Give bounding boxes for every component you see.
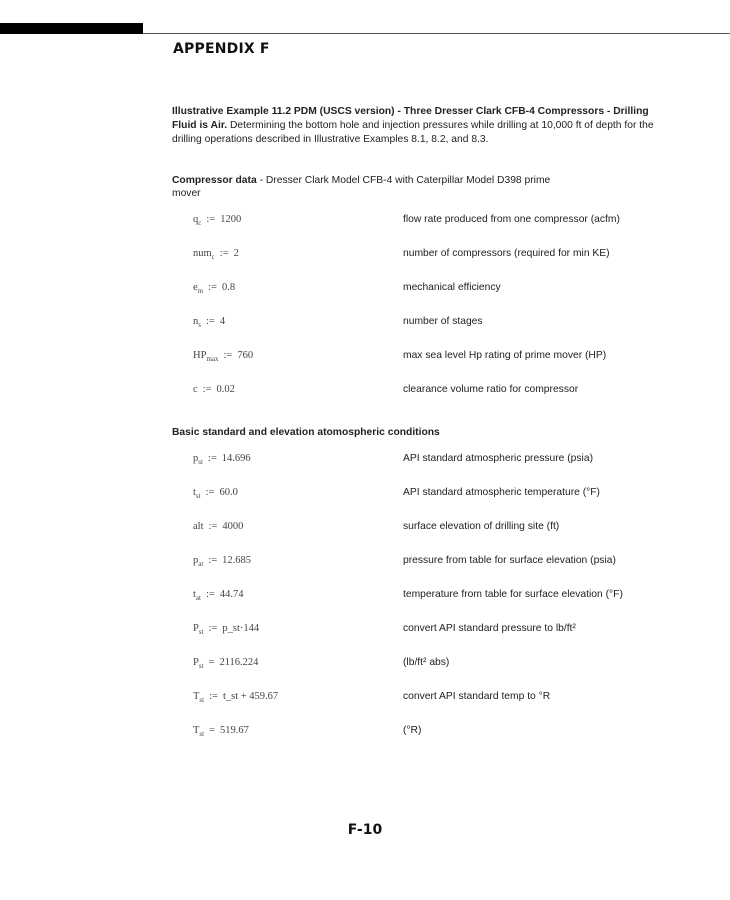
equation-description: convert API standard temp to °R [403, 691, 551, 702]
equation-expression [193, 350, 253, 363]
equation-variable: t [193, 487, 196, 498]
equation-subscript: max [206, 355, 219, 363]
equation-description: temperature from table for surface elevation (°F) [403, 589, 623, 600]
equation-description: mechanical efficiency [403, 282, 501, 293]
equation-subscript: at [195, 594, 201, 602]
equation-variable: num [193, 248, 212, 259]
page-number: F-10 [347, 822, 383, 838]
equation-expression [193, 691, 278, 704]
equation-operator: := [208, 623, 218, 634]
equation-variable: alt [193, 521, 204, 532]
equation-row [0, 282, 730, 298]
equation-description: surface elevation of drilling site (ft) [403, 521, 560, 532]
equation-variable: t [193, 589, 196, 600]
appendix-title: APPENDIX F [173, 41, 270, 57]
equation-description: (°R) [403, 725, 422, 736]
equation-row [0, 691, 730, 707]
equation-subscript: at [198, 560, 204, 568]
equation-row [0, 453, 730, 469]
equation-expression [193, 316, 225, 329]
equation-operator: := [207, 453, 217, 464]
equation-row [0, 350, 730, 366]
atmos-heading-bold: Basic standard and elevation atomospheric conditions [172, 427, 440, 438]
equation-row [0, 214, 730, 230]
equation-variable: P [193, 657, 199, 668]
equation-expression [193, 725, 249, 738]
equation-variable: P [193, 623, 199, 634]
equation-operator: := [208, 282, 217, 293]
equation-expression [193, 589, 243, 602]
equation-operator: := [205, 589, 215, 600]
equation-description: flow rate produced from one compressor (acfm) [403, 214, 620, 225]
equation-expression [193, 487, 238, 500]
equation-description: API standard atmospheric pressure (psia) [403, 453, 594, 464]
equation-subscript: st [199, 696, 205, 704]
equation-operator: = [208, 657, 215, 668]
equation-operator: := [205, 487, 215, 498]
equation-value: 4000 [222, 521, 244, 532]
equation-operator: := [208, 555, 218, 566]
equation-operator: = [209, 725, 216, 736]
equation-value: 519.67 [220, 725, 249, 736]
equation-operator: := [209, 691, 218, 702]
equation-variable: q [193, 214, 199, 225]
equation-subscript: m [197, 287, 204, 295]
equation-description: convert API standard pressure to lb/ft² [403, 623, 576, 634]
equation-subscript: c [211, 253, 215, 261]
header-rule [143, 33, 730, 34]
equation-description: (lb/ft² abs) [403, 657, 450, 668]
equation-value: 0.8 [221, 282, 236, 293]
equation-variable: T [193, 725, 200, 736]
equation-value: 0.02 [216, 384, 235, 395]
equation-expression [193, 248, 239, 261]
intro-lead: Illustrative Example 11.2 PDM (USCS version) - Three Dresser Clark CFB-4 Compressors - Drilling Fluid is Air. [172, 106, 649, 131]
intro-paragraph [172, 105, 662, 147]
equation-value: 760 [237, 350, 254, 361]
equation-expression [193, 657, 258, 670]
equation-operator: := [219, 248, 229, 259]
equation-row [0, 657, 730, 673]
equation-subscript: st [199, 730, 205, 738]
equation-variable: e [193, 282, 198, 293]
equation-variable: n [193, 316, 199, 327]
equation-value: 14.696 [221, 453, 251, 464]
equation-expression [193, 453, 251, 466]
equation-expression [193, 282, 235, 295]
equation-expression [193, 214, 241, 227]
equation-row [0, 521, 730, 537]
equation-description: max sea level Hp rating of prime mover (HP) [403, 350, 607, 361]
equation-description: number of compressors (required for min KE) [403, 248, 610, 259]
compressor-heading-bold: Compressor data [172, 175, 257, 186]
equation-row [0, 555, 730, 571]
equation-subscript: s [198, 321, 201, 329]
equation-value: 1200 [220, 214, 242, 225]
equation-description: pressure from table for surface elevation (psia) [403, 555, 616, 566]
equation-value: 2116.224 [219, 657, 259, 668]
equation-subscript: st [198, 662, 204, 670]
equation-value: 2 [233, 248, 239, 259]
equation-expression [193, 521, 243, 532]
equation-row [0, 487, 730, 503]
equation-value: 12.685 [222, 555, 252, 566]
compressor-heading-rest: - Dresser Clark Model CFB-4 with Caterpillar Model D398 prime mover [172, 175, 551, 199]
equation-value: 4 [219, 316, 226, 327]
equation-description: clearance volume ratio for compressor [403, 384, 579, 395]
equation-operator: := [223, 350, 233, 361]
equation-description: number of stages [403, 316, 483, 327]
equation-expression [193, 384, 235, 395]
equation-row [0, 248, 730, 264]
equation-subscript: st [198, 458, 203, 466]
equation-row [0, 623, 730, 639]
equation-subscript: st [198, 628, 204, 636]
equation-description: API standard atmospheric temperature (°F) [403, 487, 600, 498]
equation-row [0, 725, 730, 741]
equation-row [0, 589, 730, 605]
equation-value: 44.74 [219, 589, 244, 600]
equation-value: p_st·144 [222, 623, 260, 634]
equation-subscript: st [195, 492, 201, 500]
equation-value: t_st + 459.67 [222, 691, 279, 702]
equation-variable: c [193, 384, 198, 395]
atmos-heading [172, 426, 440, 439]
compressor-heading [172, 174, 572, 200]
equation-operator: := [205, 316, 215, 327]
equation-operator: := [202, 384, 212, 395]
equation-row [0, 384, 730, 400]
equation-operator: := [206, 214, 216, 225]
equation-variable: HP [193, 350, 207, 361]
equation-expression [193, 555, 251, 568]
equation-row [0, 316, 730, 332]
header-bar [0, 23, 143, 34]
equation-expression [193, 623, 259, 636]
equation-variable: p [193, 453, 199, 464]
equation-operator: := [208, 521, 218, 532]
equation-subscript: c [198, 219, 202, 227]
equation-variable: p [193, 555, 199, 566]
intro-text: Determining the bottom hole and injection pressures while drilling at 10,000 ft of depth for the drilling operations described in Illustrative Examples 8.1, 8.2, and 8.3. [172, 120, 654, 145]
equation-value: 60.0 [219, 487, 238, 498]
equation-variable: T [193, 691, 200, 702]
